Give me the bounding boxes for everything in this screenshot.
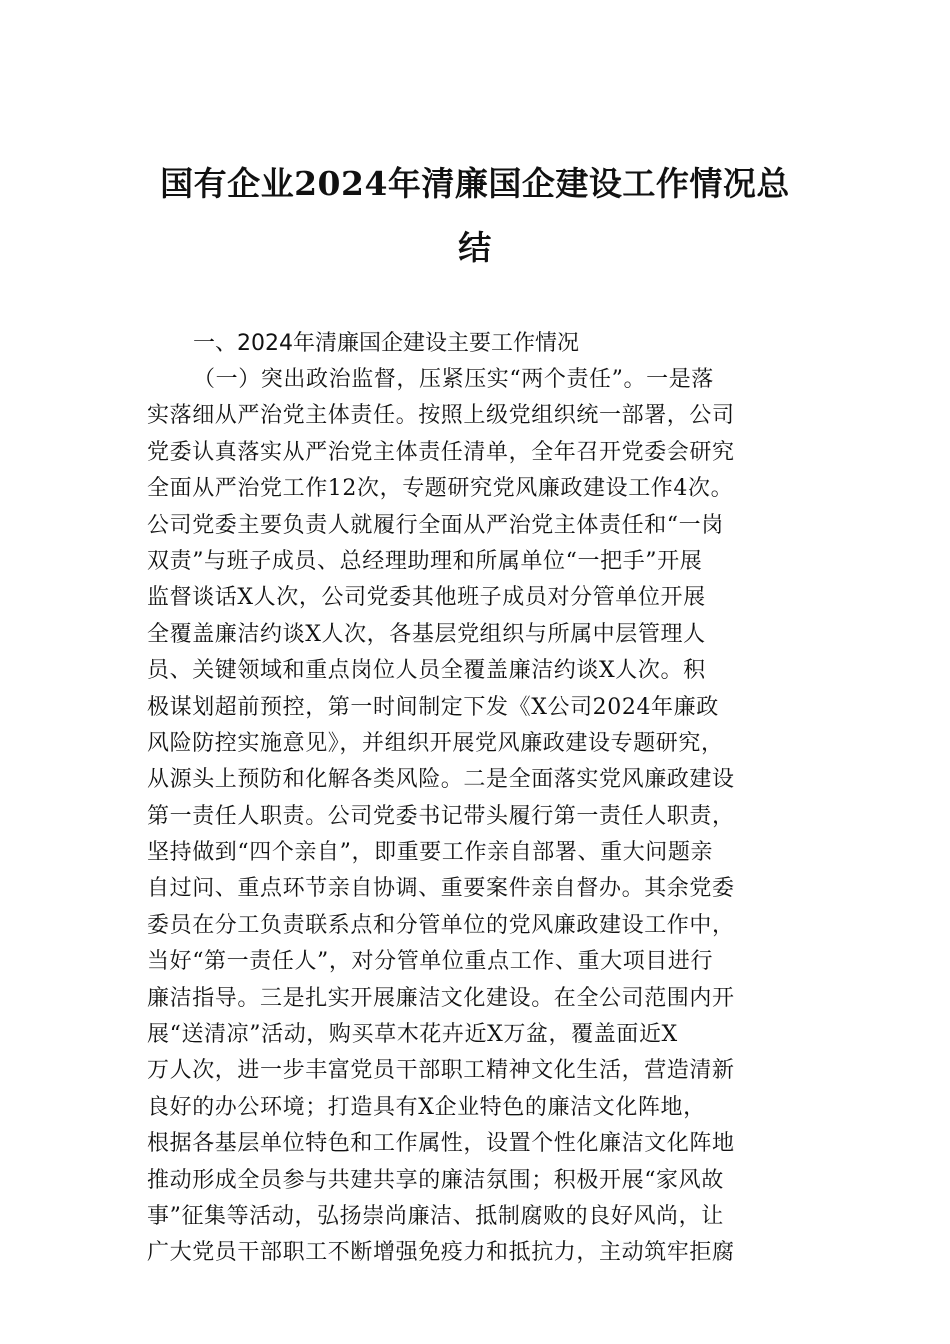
paragraph-line: 事”征集等活动，弘扬崇尚廉洁、抵制腐败的良好风尚，让 (147, 1203, 724, 1229)
document-title (100, 152, 850, 280)
document-title-line: 国有企业2024年清廉国企建设工作情况总 (160, 164, 790, 203)
paragraph-line: 风险防控实施意见》，并组织开展党风廉政建设专题研究， (147, 730, 724, 756)
paragraph-line: 全覆盖廉洁约谈X人次，各基层党组织与所属中层管理人 (147, 621, 706, 647)
paragraph-line: 推动形成全员参与共建共享的廉洁氛围；积极开展“家风故 (147, 1167, 724, 1193)
paragraph-line: 全面从严治党工作12次，专题研究党风廉政建设工作4次。 (147, 476, 734, 502)
paragraph-line: 党委认真落实从严治党主体责任清单，全年召开党委会研究 (147, 439, 735, 465)
paragraph-line: 监督谈话X人次，公司党委其他班子成员对分管单位开展 (147, 585, 706, 611)
paragraph-line: 极谋划超前预控，第一时间制定下发《X公司2024年廉政 (147, 694, 719, 720)
paragraph-line: 良好的办公环境；打造具有X企业特色的廉洁文化阵地， (147, 1094, 706, 1120)
paragraph-line: 第一责任人职责。公司党委书记带头履行第一责任人职责， (147, 803, 735, 829)
body-paragraph (147, 362, 827, 1272)
paragraph-line: 当好“第一责任人”，对分管单位重点工作、重大项目进行 (147, 949, 714, 975)
paragraph-line: 员、关键领域和重点岗位人员全覆盖廉洁约谈X人次。积 (147, 658, 706, 684)
paragraph-line: 委员在分工负责联系点和分管单位的党风廉政建设工作中， (147, 912, 735, 938)
document-title-line: 结 (458, 228, 492, 267)
paragraph-line: 根据各基层单位特色和工作属性，设置个性化廉洁文化阵地 (147, 1131, 735, 1157)
paragraph-line: 万人次，进一步丰富党员干部职工精神文化生活，营造清新 (147, 1058, 735, 1084)
paragraph-line: 展“送清凉”活动，购买草木花卉近X万盆，覆盖面近X (147, 1022, 678, 1048)
paragraph-line: 广大党员干部职工不断增强免疫力和抵抗力，主动筑牢拒腐 (147, 1240, 735, 1266)
paragraph-line: 双责”与班子成员、总经理助理和所属单位“一把手”开展 (147, 548, 703, 574)
paragraph-line: 实落细从严治党主体责任。按照上级党组织统一部署，公司 (147, 403, 735, 429)
paragraph-line: （一）突出政治监督，压紧压实“两个责任”。一是落 (193, 367, 714, 392)
section-heading: 一、2024年清廉国企建设主要工作情况 (193, 331, 579, 356)
paragraph-line: 自过问、重点环节亲自协调、重要案件亲自督办。其余党委 (147, 876, 735, 902)
paragraph-line: 公司党委主要负责人就履行全面从严治党主体责任和“一岗 (147, 512, 724, 538)
paragraph-line: 从源头上预防和化解各类风险。二是全面落实党风廉政建设 (147, 767, 735, 793)
paragraph-line: 廉洁指导。三是扎实开展廉洁文化建设。在全公司范围内开 (147, 985, 735, 1011)
paragraph-line: 坚持做到“四个亲自”，即重要工作亲自部署、重大问题亲 (147, 840, 714, 866)
